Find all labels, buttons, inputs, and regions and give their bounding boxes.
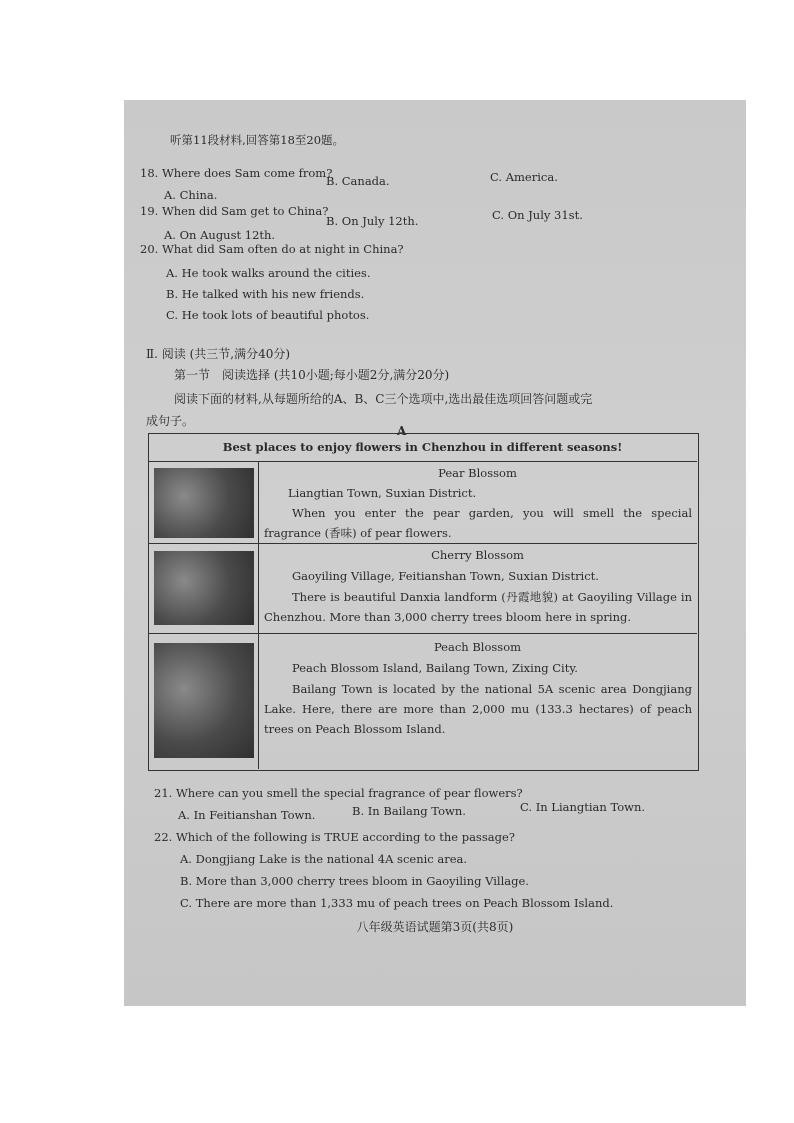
option-22-a: A. Dongjiang Lake is the national 4A scenic area. (180, 852, 468, 866)
reading-subheading: 第一节 阅读选择 (共10小题;每小题2分,满分20分) (174, 368, 450, 382)
listening-instruction: 听第11段材料,回答第18至20题。 (170, 133, 345, 147)
option-21-b: B. In Bailang Town. (352, 804, 466, 818)
passage-label: A (397, 424, 407, 438)
row-description: Bailang Town is located by the national 5A scenic area Dongjiang Lake. Here, there are more than 2,000 mu (133.3 hectares) of peach trees on Peach Blossom Island. (264, 682, 692, 736)
row-description: When you enter the pear garden, you will smell the special fragrance (香味) of pear flowers. (264, 506, 692, 540)
question-19 (140, 204, 328, 218)
row-name: Peach Blossom (433, 640, 522, 654)
option-20-c: C. He took lots of beautiful photos. (166, 308, 370, 322)
question-text: Where does Sam come from? (161, 166, 333, 180)
question-number: 21. (154, 786, 173, 800)
question-number: 22. (154, 830, 173, 844)
option-19-a: A. On August 12th. (164, 228, 276, 242)
option-18-c: C. America. (490, 170, 558, 184)
question-text: Where can you smell the special fragrance of pear flowers? (175, 786, 523, 800)
row-location: Gaoyiling Village, Feitianshan Town, Suxian District. (292, 569, 599, 583)
question-22 (154, 830, 515, 844)
page-content (124, 100, 746, 1006)
question-18 (140, 166, 332, 180)
option-22-b: B. More than 3,000 cherry trees bloom in Gaoyiling Village. (180, 874, 529, 888)
row-location: Liangtian Town, Suxian District. (288, 486, 477, 500)
question-text: When did Sam get to China? (161, 204, 329, 218)
row-location: Peach Blossom Island, Bailang Town, Zixing City. (292, 661, 578, 675)
cherry-blossom-photo (154, 551, 254, 625)
question-text: What did Sam often do at night in China? (161, 242, 404, 256)
option-21-a: A. In Feitianshan Town. (178, 808, 316, 822)
reading-heading: Ⅱ. 阅读 (共三节,满分40分) (146, 347, 291, 361)
reading-instruction-1: 阅读下面的材料,从每题所给的A、B、C三个选项中,选出最佳选项回答问题或完 (174, 392, 593, 406)
peach-blossom-photo (154, 643, 254, 758)
flower-table (148, 433, 699, 771)
option-21-c: C. In Liangtian Town. (520, 800, 646, 814)
question-number: 20. (140, 242, 159, 256)
question-number: 18. (140, 166, 159, 180)
option-20-a: A. He took walks around the cities. (166, 266, 371, 280)
option-18-a: A. China. (164, 188, 218, 202)
row-name: Cherry Blossom (431, 548, 524, 562)
option-18-b: B. Canada. (326, 174, 390, 188)
row-name: Pear Blossom (438, 466, 517, 480)
question-21 (154, 786, 523, 800)
question-text: Which of the following is TRUE according to the passage? (175, 830, 515, 844)
option-22-c: C. There are more than 1,333 mu of peach trees on Peach Blossom Island. (180, 896, 614, 910)
question-20 (140, 242, 404, 256)
page-footer: 八年级英语试题第3页(共8页) (356, 920, 514, 934)
question-number: 19. (140, 204, 159, 218)
option-19-c: C. On July 31st. (492, 208, 583, 222)
reading-instruction-2: 成句子。 (146, 414, 195, 428)
option-19-b: B. On July 12th. (326, 214, 419, 228)
option-20-b: B. He talked with his new friends. (166, 287, 365, 301)
exam-page (124, 100, 746, 1006)
row-description: There is beautiful Danxia landform (丹霞地貌) at Gaoyiling Village in Chenzhou. More than 3,000 cherry trees bloom here in spring. (264, 590, 692, 624)
table-title: Best places to enjoy flowers in Chenzhou in different seasons! (222, 440, 623, 454)
pear-blossom-photo (154, 468, 254, 538)
